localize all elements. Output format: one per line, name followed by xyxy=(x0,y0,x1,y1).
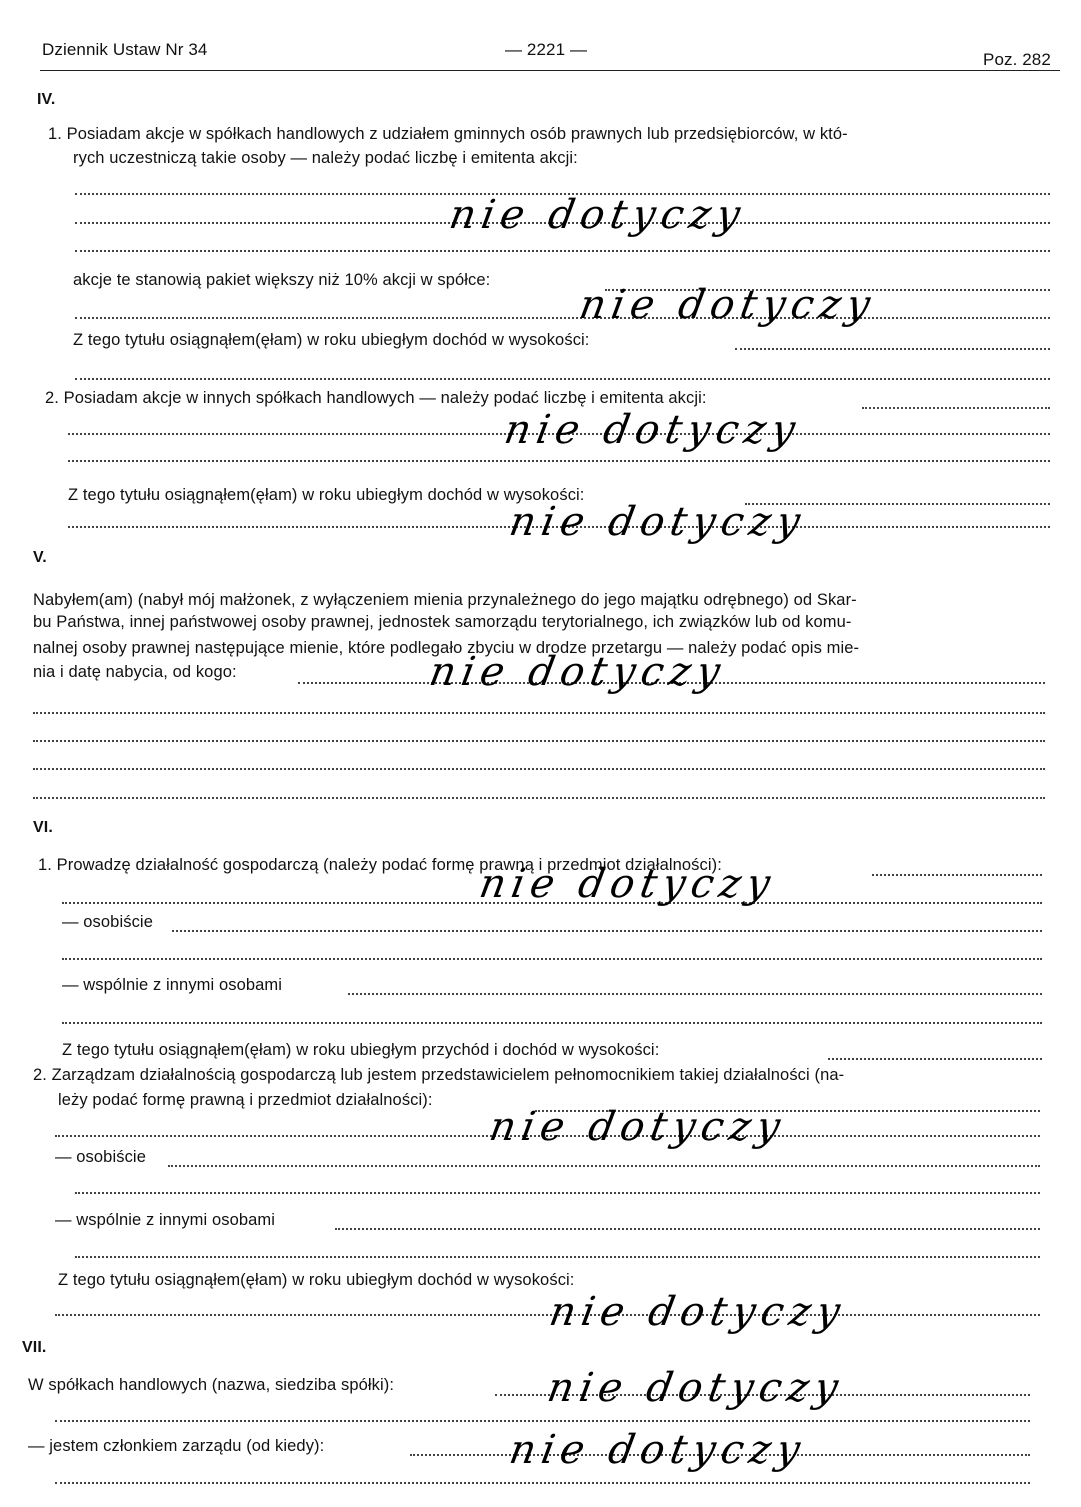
section-vii-title: VII. xyxy=(22,1339,47,1356)
iv-1-line1: 1. Posiadam akcje w spółkach handlowych z udziałem gminnych osób prawnych lub przedsiębiorców, w któ- xyxy=(48,125,848,143)
header-position: Poz. 282 xyxy=(983,50,1051,69)
vi-2-line2: leży podać formę prawną i przedmiot działalności): xyxy=(58,1091,433,1109)
fill-line xyxy=(172,930,1042,932)
vi-1-joint: — wspólnie z innymi osobami xyxy=(62,976,283,994)
vi-2-line1: 2. Zarządzam działalnością gospodarczą lub jestem przedstawicielem pełnomocnikiem takiej działalności (na- xyxy=(33,1066,845,1084)
v-line4: nia i datę nabycia, od kogo: xyxy=(33,663,237,681)
handwritten-answer: nie dotyczy xyxy=(505,1427,810,1473)
handwritten-answer: nie dotyczy xyxy=(425,649,730,695)
iv-1-packet: akcje te stanowią pakiet większy niż 10% akcji w spółce: xyxy=(73,271,491,289)
handwritten-answer: nie dotyczy xyxy=(500,407,805,453)
vi-1-income: Z tego tytułu osiągnąłem(ęłam) w roku ubiegłym przychód i dochód w wysokości: xyxy=(62,1041,660,1059)
iv-1-income: Z tego tytułu osiągnąłem(ęłam) w roku ubiegłym dochód w wysokości: xyxy=(73,331,590,349)
fill-line xyxy=(33,740,1045,742)
section-iv-title: IV. xyxy=(37,91,56,108)
iv-1-line2: rych uczestniczą takie osoby — należy podać liczbę i emitenta akcji: xyxy=(73,149,578,167)
v-line3: nalnej osoby prawnej następujące mienie, które podlegało zbyciu w drodze przetargu — należy podać opis mie- xyxy=(33,639,860,657)
handwritten-answer: nie dotyczy xyxy=(505,499,810,545)
fill-line xyxy=(872,874,1042,876)
header-page-number: — 2221 — xyxy=(505,40,588,59)
fill-line xyxy=(862,407,1050,409)
iv-2-line1: 2. Posiadam akcje w innych spółkach handlowych — należy podać liczbę i emitenta akcji: xyxy=(45,389,707,407)
vii-board: — jestem członkiem zarządu (od kiedy): xyxy=(28,1437,325,1455)
handwritten-answer: nie dotyczy xyxy=(543,1365,848,1411)
handwritten-answer: nie dotyczy xyxy=(475,861,780,907)
handwritten-answer: nie dotyczy xyxy=(545,1289,850,1335)
fill-line xyxy=(828,1058,1042,1060)
fill-line xyxy=(75,1256,1040,1258)
section-v-title: V. xyxy=(33,549,47,566)
fill-line xyxy=(735,348,1050,350)
vi-1-personal: — osobiście xyxy=(62,913,153,931)
fill-line xyxy=(75,1192,1040,1194)
section-vi-title: VI. xyxy=(33,819,53,836)
v-line1: Nabyłem(am) (nabył mój małżonek, z wyłączeniem mienia przynależnego do jego majątku odrębnego) od Skar- xyxy=(33,591,857,609)
vii-companies: W spółkach handlowych (nazwa, siedziba spółki): xyxy=(28,1376,395,1394)
fill-line xyxy=(33,768,1045,770)
header-rule xyxy=(40,70,1060,71)
header-journal: Dziennik Ustaw Nr 34 xyxy=(42,40,208,59)
fill-line xyxy=(55,1420,1030,1422)
fill-line xyxy=(75,317,1050,319)
fill-line xyxy=(335,1228,1040,1230)
fill-line xyxy=(62,958,1042,960)
fill-line xyxy=(75,378,1050,380)
vi-1-line1: 1. Prowadzę działalność gospodarczą (należy podać formę prawną i przedmiot działalności): xyxy=(38,856,722,874)
handwritten-answer: nie dotyczy xyxy=(485,1104,790,1150)
fill-line xyxy=(33,712,1045,714)
v-line2: bu Państwa, innej państwowej osoby prawnej, jednostek samorządu terytorialnego, ich związków lub od komu- xyxy=(33,613,852,631)
handwritten-answer: nie dotyczy xyxy=(575,282,880,328)
fill-line xyxy=(62,1022,1042,1024)
fill-line xyxy=(55,1482,1030,1484)
fill-line xyxy=(68,460,1050,462)
fill-line xyxy=(168,1165,1040,1167)
vi-2-income: Z tego tytułu osiągnąłem(ęłam) w roku ubiegłym dochód w wysokości: xyxy=(58,1271,575,1289)
vi-2-joint: — wspólnie z innymi osobami xyxy=(55,1211,276,1229)
fill-line xyxy=(75,250,1050,252)
vi-2-personal: — osobiście xyxy=(55,1148,146,1166)
fill-line xyxy=(348,993,1042,995)
iv-2-income: Z tego tytułu osiągnąłem(ęłam) w roku ubiegłym dochód w wysokości: xyxy=(68,486,585,504)
fill-line xyxy=(55,1314,1040,1316)
handwritten-answer: nie dotyczy xyxy=(445,192,750,238)
fill-line xyxy=(33,797,1045,799)
